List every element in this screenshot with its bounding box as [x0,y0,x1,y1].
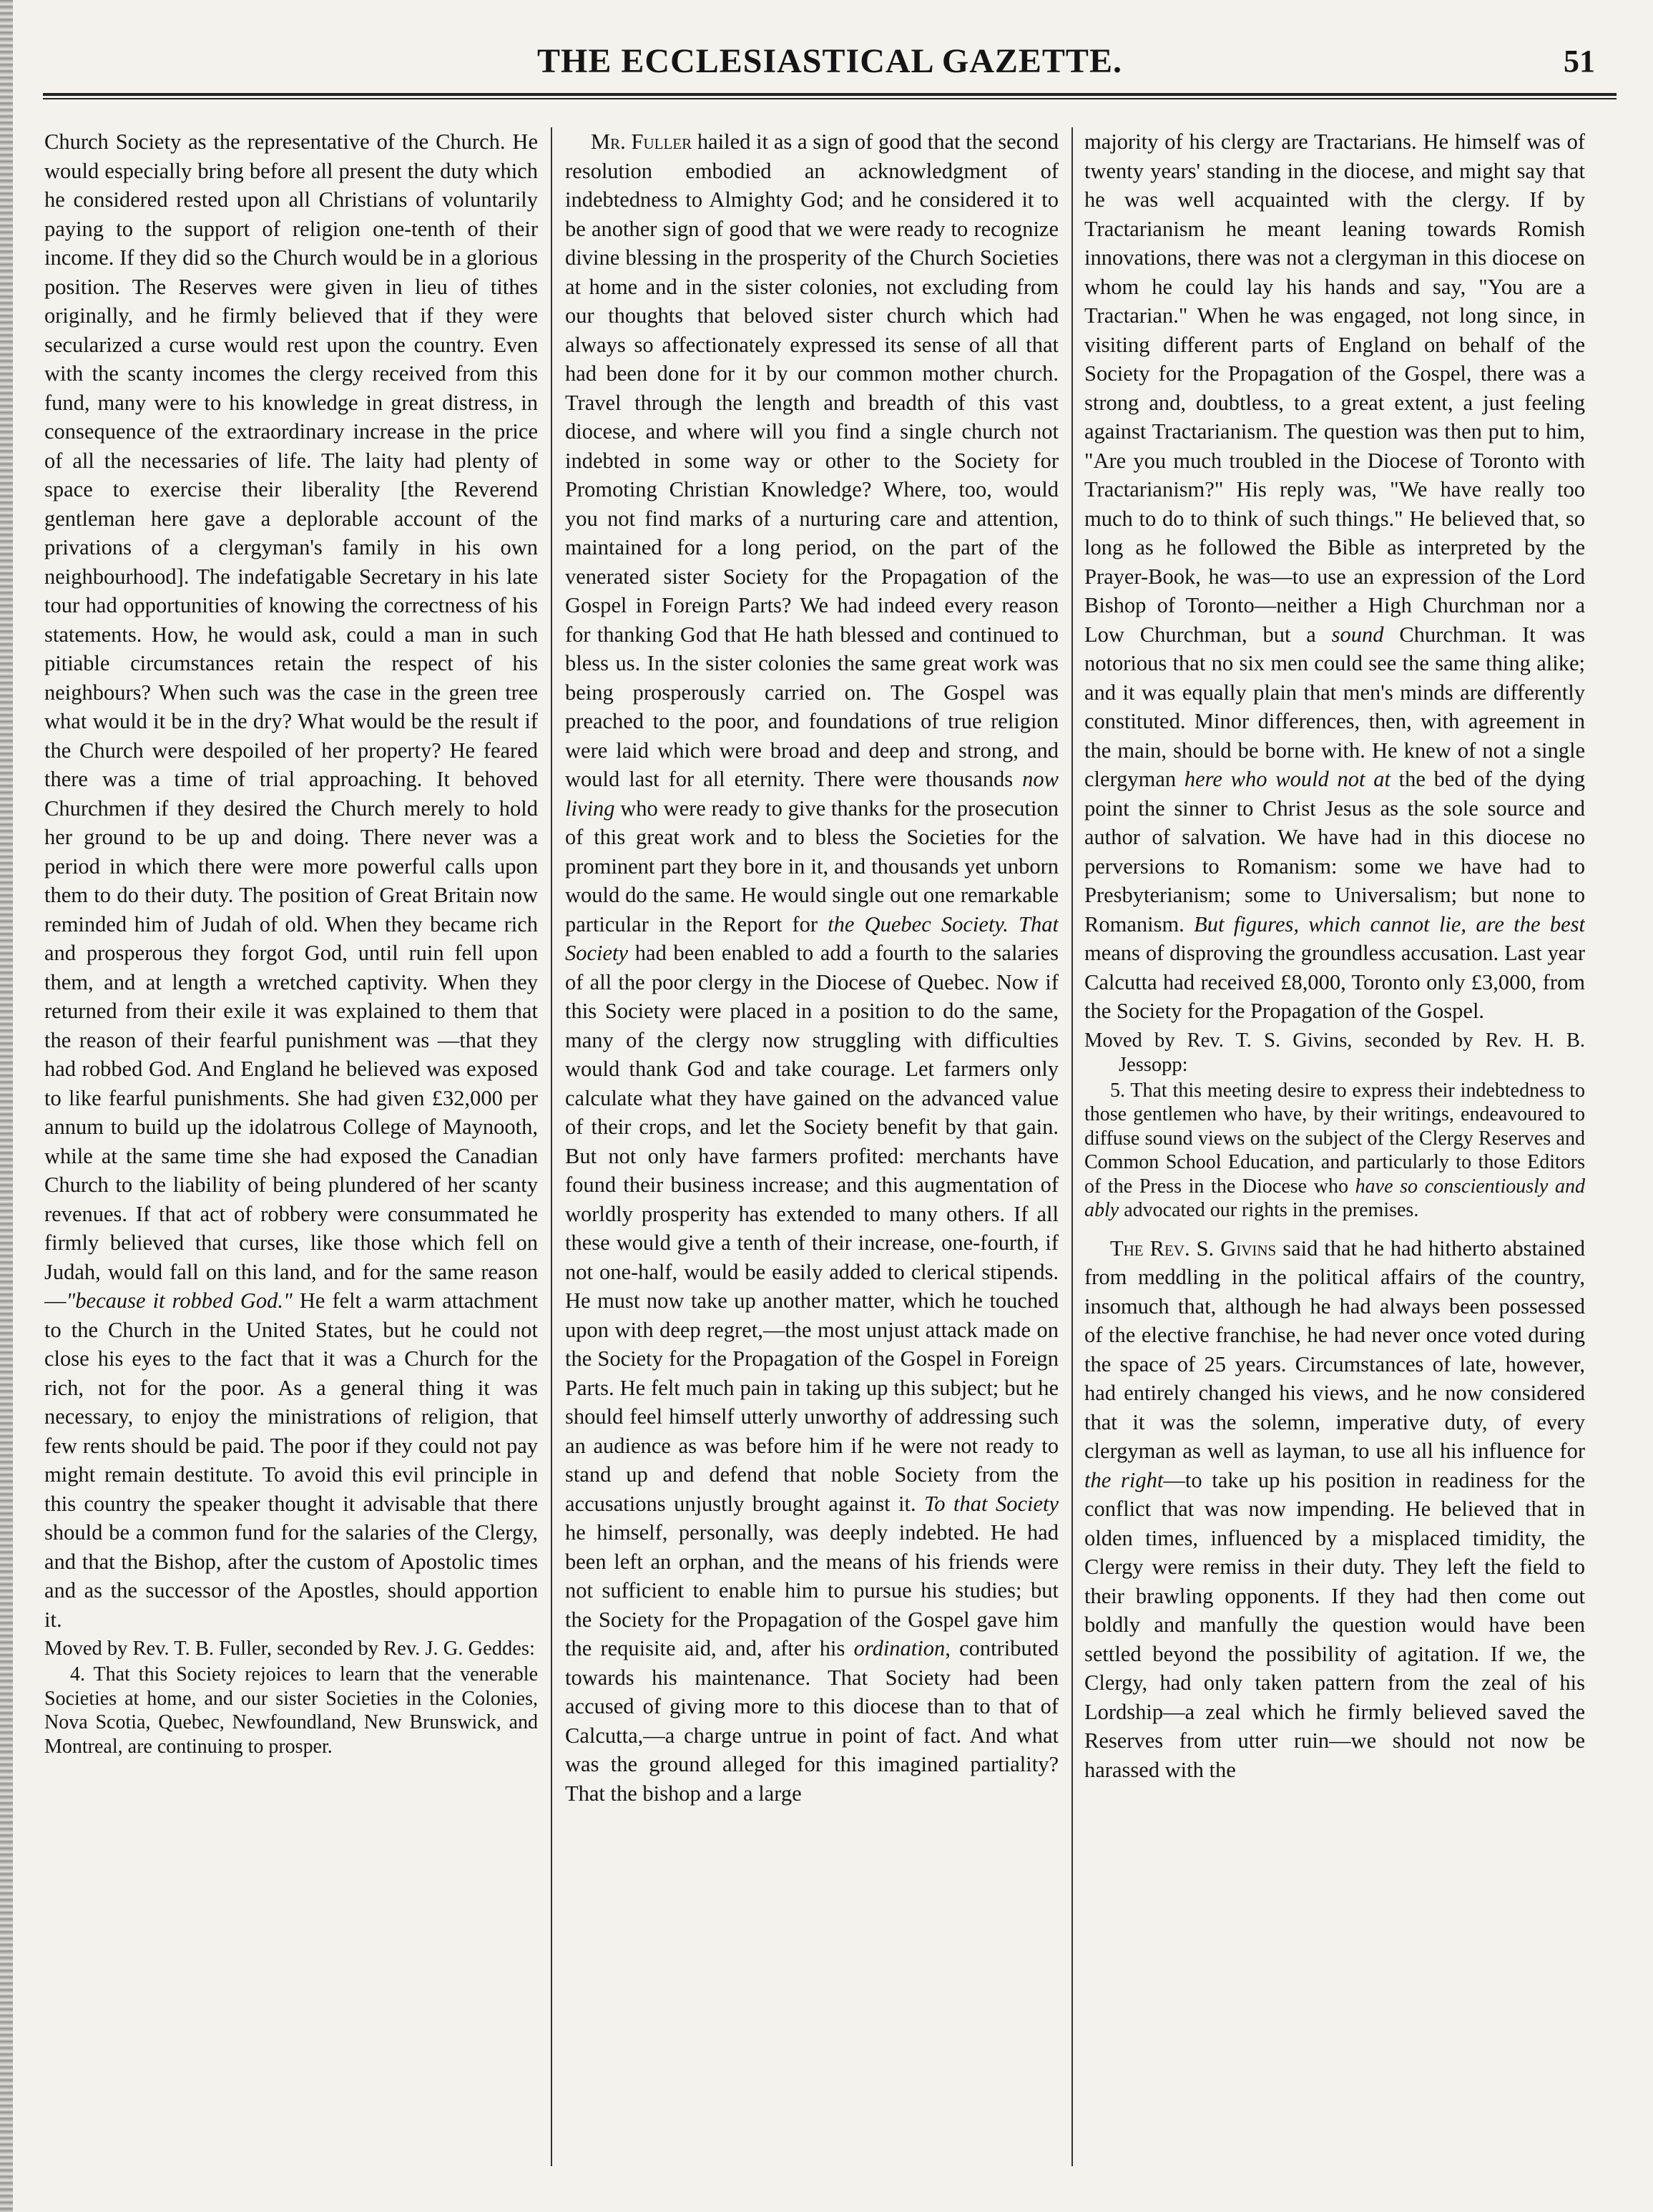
page-number: 51 [1564,44,1595,79]
paragraph: Church Society as the representative of the Church. He would especially bring before all present the duty which he considered rested upon all Christians of voluntarily paying to the support of religion one-tenth of their income. If they did so the Church would be in a glorious position. The Reserves were given in lieu of tithes originally, and he firmly believed that if they were secularized a curse would rest upon the country. Even with the scanty incomes the clergy received from this fund, many were to his knowledge in great distress, in consequence of the extraordinary increase in the price of all the necessaries of life. The laity had plenty of space to exercise their liberality [the Reverend gentleman here gave a deplorable account of the privations of a clergyman's family in his own neighbourhood]. The indefatigable Secretary in his late tour had opportunities of knowing the correctness of his statements. How, he would ask, could a man in such pitiable circumstances retain the respect of his neighbours? When such was the case in the green tree what would it be in the dry? What would be the result if the Church were despoiled of her property? He feared there was a time of trial approaching. It behoved Churchmen if they desired the Church merely to hold her ground to be up and doing. There never was a period in which there were more powerful calls upon them to do their duty. The position of Great Britain now reminded him of Judah of old. When they became rich and prosperous they forgot God, until ruin fell upon them, and at length a wretched captivity. When they returned from their exile it was explained to them that the reason of their fearful punishment was —that they had robbed God. And England he believed was exposed to like fearful punishments. She had given £32,000 per annum to build up the idolatrous College of Maynooth, while at the same time she had exposed the Canadian Church to the liability of being plundered of her scanty revenues. If that act of robbery were consummated he firmly believed that curses, like those which fell on Judah, would fall on this land, and for the same reason—"because it robbed God." He felt a warm attachment to the Church in the United States, but he could not close his eyes to the fact that it was a Church for the rich, not for the poor. As a general thing it was necessary, to enjoy the ministrations of religion, that few rents should be paid. The poor if they could not pay might remain destitute. To avoid this evil principle in this country the speaker thought it advisable that there should be a common fund for the salaries of the Clergy, and that the Bishop, after the custom of Apostolic times and as the successor of the Apostles, should apportion it. [44,129,538,1632]
resolution-text: 4. That this Society rejoices to learn that the venerable Societies at home, and our sister Societies in the Colonies, Nova Scotia, Quebec, Newfoundland, New Brunswick, and Montreal, are continuing to prosper. [44,1663,538,1758]
column-2 [565,127,1059,2152]
motion-line: Moved by Rev. T. B. Fuller, seconded by Rev. J. G. Geddes: [44,1638,535,1660]
speaker-name: Mr. Fuller [591,129,692,154]
motion-line: Moved by Rev. T. S. Givins, seconded by Rev. H. B. Jessopp: [1084,1029,1585,1076]
publication-title: THE ECCLESIASTICAL GAZETTE. [537,42,1122,80]
page-header [43,41,1617,99]
column-3 [1084,127,1585,2152]
paragraph: Mr. Fuller hailed it as a sign of good that the second resolution embodied an acknowledgment of indebtedness to Almighty God; and he considered it to be another sign of good that we were ready to recognize divine blessing in the prosperity of the Church Societies at home and in the sister colonies, not excluding from our thoughts that beloved sister church which had always so affectionately expressed its sense of all that had been done for it by our common mother church. Travel through the length and breadth of this vast diocese, and where will you find a single church not indebted in some way or other to the Society for Promoting Christian Knowledge? Where, too, would you not find marks of a nurturing care and attention, maintained for a long period, on the part of the venerated sister Society for the Propagation of the Gospel in Foreign Parts? We had indeed every reason for thanking God that He hath blessed and continued to bless us. In the sister colonies the same great work was being prosperously carried on. The Gospel was preached to the poor, and foundations of true religion were laid which were broad and deep and strong, and would last for all eternity. There were thousands now living who were ready to give thanks for the prosecution of this great work and to bless the Societies for the prominent part they bore in it, and thousands yet unborn would do the same. He would single out one remarkable particular in the Report for the Quebec Society. That Society had been enabled to add a fourth to the salaries of all the poor clergy in the Diocese of Quebec. Now if this Society were placed in a position to do the same, many of the clergy now struggling with difficulties would thank God and take courage. Let farmers only calculate what they have gained on the advanced value of their crops, and let the Society benefit by that gain. But not only have farmers profited: merchants have found their business increase; and this augmentation of worldly prosperity has extended to many others. If all these would give a tenth of their increase, one-fourth, if not one-half, would be easily added to clerical stipends. He must now take up another matter, which he touched upon with deep regret,—the most unjust attack made on the Society for the Propagation of the Gospel in Foreign Parts. He felt much pain in taking up this subject; but he should feel himself utterly unworthy of addressing such an audience as was before him if he were not ready to stand up and defend that noble Society from the accusations unjustly brought against it. To that Society he himself, personally, was deeply indebted. He had been left an orphan, and the means of his friends were not sufficient to enable him to pursue his studies; but the Society for the Propagation of the Gospel gave him the requisite aid, and, after his ordination, contributed towards his maintenance. That Society had been accused of giving more to this diocese than to that of Calcutta,—a charge untrue in point of fact. And what was the ground alleged for this imagined partiality? That the bishop and a large [565,129,1059,1806]
column-divider [1071,127,1073,2166]
article-columns [44,127,1585,2152]
column-divider [551,127,552,2166]
resolution-text: 5. That this meeting desire to express their indebtedness to those gentlemen who have, by their writings, endeavoured to diffuse sound views on the subject of the Clergy Reserves and Common School Education, and particularly to those Editors of the Press in the Diocese who have so conscientiously and ably advocated our rights in the premises. [1084,1079,1585,1221]
paragraph: majority of his clergy are Tractarians. He himself was of twenty years' standing in the diocese, and might say that he was well acquainted with the clergy. If by Tractarianism he meant leaning towards Romish innovations, there was not a clergyman in this diocese on whom he could lay his hands and say, "You are a Tractarian." When he was engaged, not long since, in visiting different parts of England on behalf of the Society for the Propagation of the Gospel, there was a strong and, doubtless, to a great extent, a just feeling against Tractarianism. The question was then put to him, "Are you much troubled in the Diocese of Toronto with Tractarianism?" His reply was, "We have really too much to do to think of such things." He believed that, so long as he followed the Bible as interpreted by the Prayer-Book, he was—to use an expression of the Lord Bishop of Toronto—neither a High Churchman nor a Low Churchman, but a sound Churchman. It was notorious that no six men could see the same thing alike; and it was equally plain that men's minds are differently constituted. Minor differences, then, with agreement in the main, should be borne with. He knew of not a single clergyman here who would not at the bed of the dying point the sinner to Christ Jesus as the sole source and author of salvation. We have had in this diocese no perversions to Romanism: some we have had to Presbyterianism; some to Universalism; but none to Romanism. But figures, which cannot lie, are the best means of disproving the groundless accusation. Last year Calcutta had received £8,000, Toronto only £3,000, from the Society for the Propagation of the Gospel. [1084,129,1585,1023]
speaker-name: The Rev. S. Givins [1110,1235,1277,1261]
binding-edge [0,0,13,2212]
column-1 [44,127,538,2152]
paragraph: The Rev. S. Givins said that he had hitherto abstained from meddling in the political affairs of the country, insomuch that, although he had always been possessed of the elective franchise, he had never once voted during the space of 25 years. Circumstances of late, however, had entirely changed his views, and he now considered that it was the solemn, imperative duty, of every clergyman as well as layman, to use all his influence for the right—to take up his position in readiness for the conflict that was now impending. He believed that in olden times, influenced by a misplaced timidity, the Clergy were remiss in their duty. They left the field to their brawling opponents. If they had then come out boldly and manfully the question would have been settled beyond the possibility of agitation. If we, the Clergy, had only taken pattern from the zeal of his Lordship—a zeal which he firmly believed saved the Reserves from utter ruin—we should not now be harassed with the [1084,1235,1585,1782]
header-rule [43,93,1617,99]
